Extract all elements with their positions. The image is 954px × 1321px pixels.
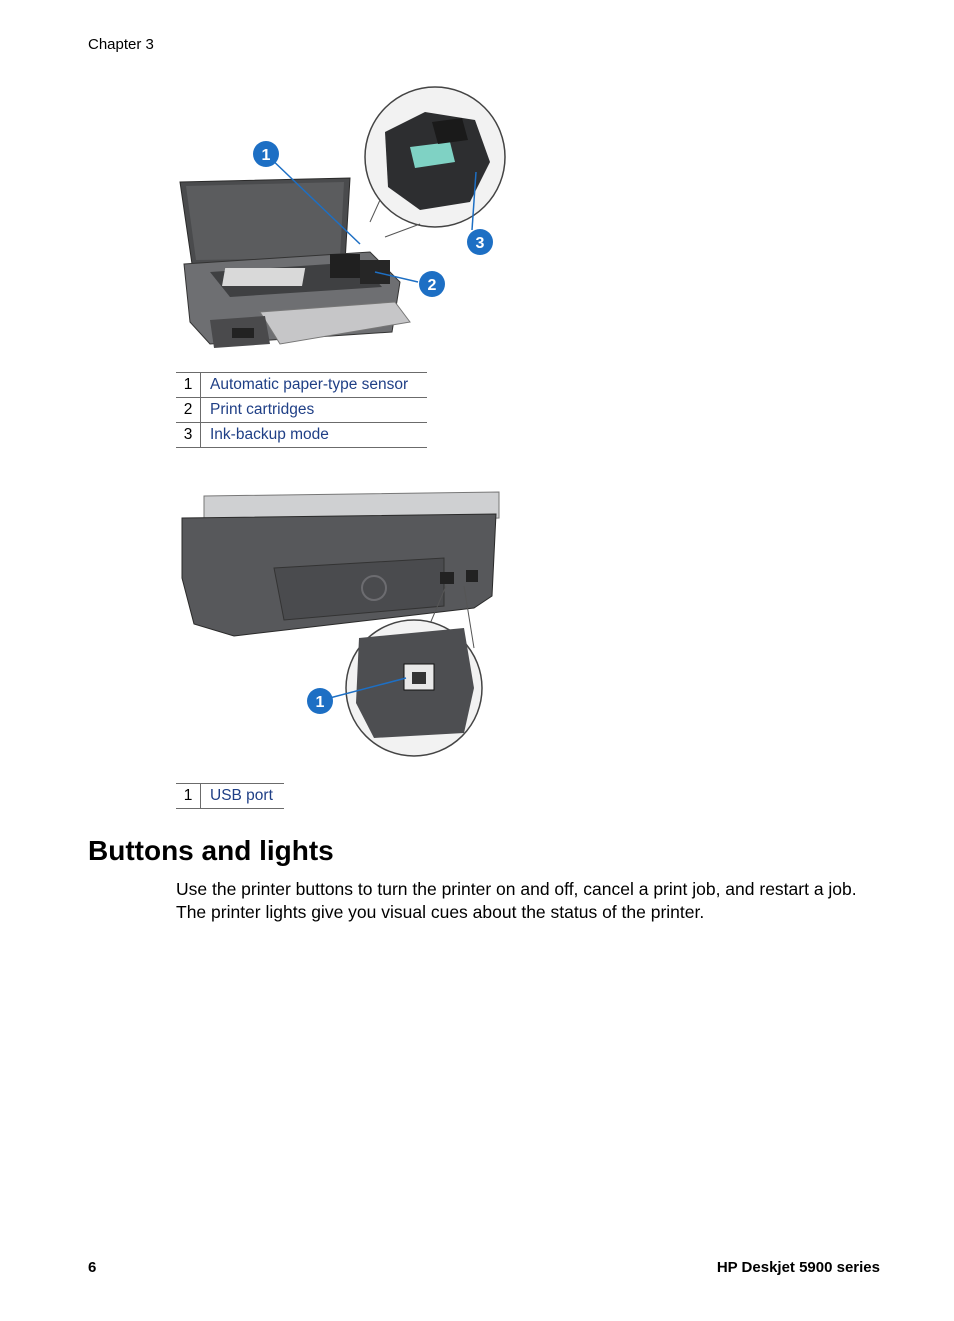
chapter-label: Chapter 3: [88, 36, 154, 53]
figure1-legend-table: [176, 372, 427, 448]
svg-text:1: 1: [315, 694, 325, 711]
legend-number: 1: [176, 784, 201, 809]
legend-label-ink-backup[interactable]: Ink-backup mode: [201, 423, 428, 448]
legend-row: [176, 423, 427, 448]
legend-label-usb-port[interactable]: USB port: [201, 784, 285, 809]
section-body-text: Use the printer buttons to turn the printer on and off, cancel a print job, and restart a job. The printer lights give you visual cues about the status of the printer.: [176, 879, 857, 922]
legend-label-print-cartridges[interactable]: Print cartridges: [201, 398, 428, 423]
callout-1-marker: [253, 141, 279, 167]
callout-3-marker: [467, 229, 493, 255]
callout-2-marker: [419, 271, 445, 297]
legend-number: 1: [176, 373, 201, 398]
legend-row: [176, 373, 427, 398]
svg-text:3: 3: [475, 235, 485, 252]
printer-front-open-illustration: [170, 82, 515, 362]
product-name: HP Deskjet 5900 series: [716, 1259, 880, 1276]
section-heading: Buttons and lights: [88, 835, 334, 866]
svg-text:2: 2: [427, 277, 437, 294]
legend-row: [176, 784, 284, 809]
callout-usb-marker: [307, 688, 333, 714]
figure2-legend-table: [176, 783, 284, 809]
printer-rear-illustration: [174, 488, 509, 763]
legend-label-paper-sensor[interactable]: Automatic paper-type sensor: [201, 373, 428, 398]
legend-number: 3: [176, 423, 201, 448]
page-number: 6: [88, 1259, 97, 1276]
legend-number: 2: [176, 398, 201, 423]
legend-row: [176, 398, 427, 423]
svg-text:1: 1: [261, 147, 271, 164]
